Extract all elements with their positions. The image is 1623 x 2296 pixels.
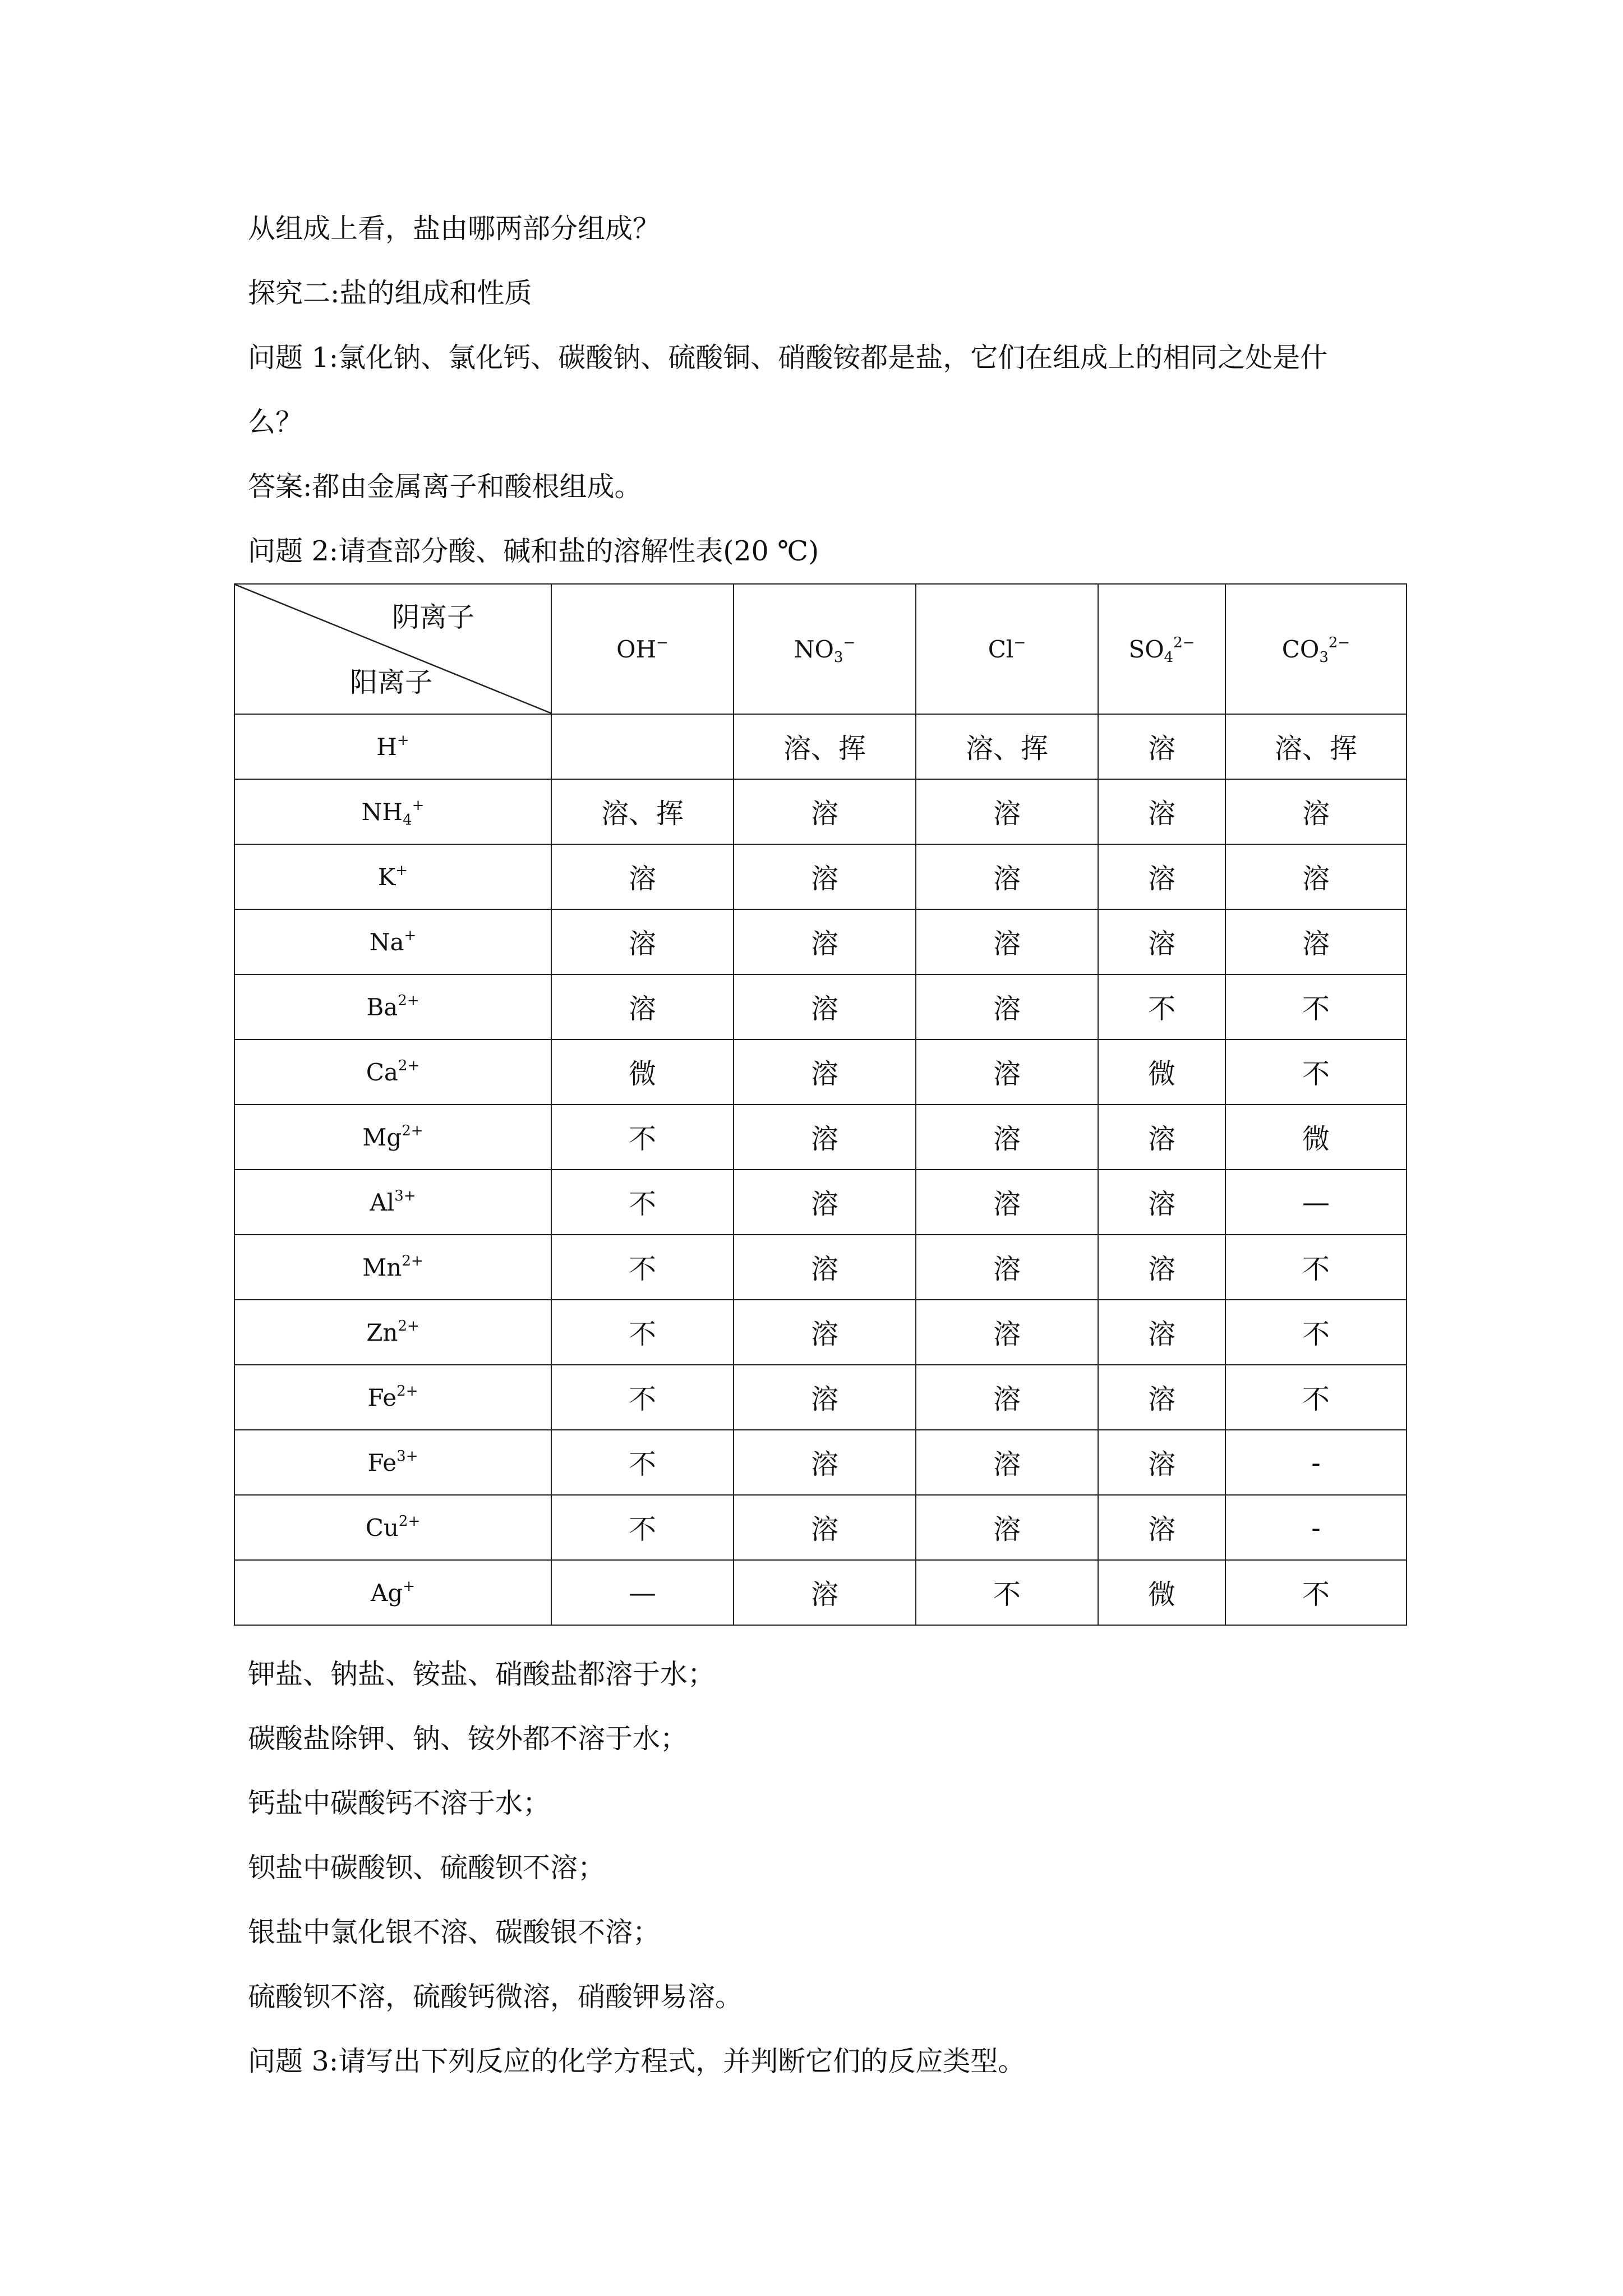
ion-symbol: Ca [366,1058,398,1086]
solubility-cell: 溶 [734,1235,916,1300]
section-heading: 探究二:盐的组成和性质 [248,277,532,309]
solubility-cell: - [1225,1495,1407,1560]
solubility-cell: 溶 [916,1039,1098,1105]
anion-label [1281,634,1350,666]
solubility-cell: 微 [1225,1105,1407,1170]
solubility-cell: 溶 [734,844,916,909]
answer-1: 答案:都由金属离子和酸根组成。 [248,471,642,503]
solubility-cell: 溶 [1098,1365,1225,1430]
solubility-cell: 溶 [734,1560,916,1625]
solubility-cell: 溶 [1225,909,1407,974]
anion-label [988,636,1026,663]
table-row [234,909,1407,974]
solubility-cell: 不 [551,1170,734,1235]
ion-subscript: 3 [1319,648,1329,666]
solubility-cell: 溶 [916,1235,1098,1300]
table-header-row [234,584,1407,714]
solubility-cell: 溶 [734,779,916,844]
table-row [234,1039,1407,1105]
anion-header-cell [551,584,734,714]
solubility-cell: 不 [1098,974,1225,1039]
cation-header-cell [234,844,551,909]
solubility-cell: 溶 [1098,1235,1225,1300]
ion-charge: + [403,1577,416,1595]
solubility-cell: 溶 [734,974,916,1039]
ion-charge: 2+ [398,1057,420,1074]
cation-label [362,1124,423,1151]
cation-label [367,1449,418,1476]
table-row [234,974,1407,1039]
ion-symbol: SO [1128,635,1164,663]
solubility-cell: 溶 [734,1105,916,1170]
ion-subscript: 4 [403,811,412,829]
solubility-cell: 溶 [1098,1430,1225,1495]
cation-label [370,1189,416,1216]
cation-header-cell [234,1560,551,1625]
ion-subscript: 3 [833,648,843,666]
solubility-cell: — [551,1560,734,1625]
ion-charge: 2+ [396,1382,418,1400]
table-row [234,1560,1407,1625]
solubility-cell: 溶、挥 [734,714,916,779]
solubility-cell: 溶 [1098,714,1225,779]
cation-label [370,928,417,956]
ion-charge: 2+ [402,1122,423,1139]
table-body [234,584,1407,1625]
cation-label [366,1059,420,1086]
cation-header-cell [234,1365,551,1430]
ion-symbol: NH [361,798,403,826]
solubility-cell: 不 [551,1235,734,1300]
table-row [234,1235,1407,1300]
rule-1: 钾盐、钠盐、铵盐、硝酸盐都溶于水； [248,1658,716,1690]
table-row [234,1430,1407,1495]
cation-label [366,1514,421,1542]
solubility-cell: 溶 [1225,844,1407,909]
ion-symbol: K [377,863,396,891]
solubility-cell: 不 [1225,1300,1407,1365]
solubility-cell: 溶 [916,974,1098,1039]
ion-symbol: Fe [367,1448,397,1476]
solubility-cell [551,714,734,779]
ion-charge: 3+ [394,1187,416,1204]
solubility-cell: 溶 [916,1365,1098,1430]
cation-header-cell [234,909,551,974]
anion-header-cell [734,584,916,714]
cation-label [367,1384,418,1411]
cation-label [366,1319,419,1346]
solubility-cell: 不 [551,1430,734,1495]
ion-symbol: CO [1281,635,1320,663]
rule-6: 硫酸钡不溶，硫酸钙微溶，硝酸钾易溶。 [248,1981,743,2013]
ion-charge: + [395,862,408,879]
solubility-cell: 微 [551,1039,734,1105]
ion-symbol: OH [616,635,657,663]
table-row [234,1170,1407,1235]
rule-4: 钡盐中碳酸钡、硫酸钡不溶； [248,1852,606,1884]
table-row [234,1300,1407,1365]
cation-header-cell [234,1300,551,1365]
cation-label [366,993,419,1021]
cation-label [376,733,409,761]
solubility-cell: 溶 [916,1430,1098,1495]
table-row [234,1495,1407,1560]
rule-3: 钙盐中碳酸钙不溶于水； [248,1787,551,1819]
solubility-cell: 溶、挥 [1225,714,1407,779]
table-row [234,844,1407,909]
solubility-cell: 微 [1098,1039,1225,1105]
ion-symbol: Mg [362,1123,402,1151]
table-row [234,1365,1407,1430]
solubility-cell: 溶 [734,1039,916,1105]
solubility-cell: 不 [551,1365,734,1430]
table-row [234,779,1407,844]
solubility-cell: 溶 [551,844,734,909]
paragraph: 从组成上看，盐由哪两部分组成？ [248,213,661,245]
ion-symbol: NO [794,635,834,663]
anion-label [794,634,856,666]
solubility-cell: 溶 [734,909,916,974]
solubility-cell: 微 [1098,1560,1225,1625]
solubility-cell: 溶 [1098,844,1225,909]
solubility-cell: 溶、挥 [916,714,1098,779]
solubility-cell: 溶 [734,1300,916,1365]
solubility-cell: 溶 [1098,1495,1225,1560]
solubility-cell: 溶 [916,1105,1098,1170]
ion-symbol: Al [370,1188,395,1216]
solubility-cell: 溶 [916,909,1098,974]
solubility-cell: — [1225,1170,1407,1235]
cation-header-cell [234,974,551,1039]
ion-charge: + [404,927,417,944]
anion-label [1128,634,1195,666]
question-3: 问题 3:请写出下列反应的化学方程式，并判断它们的反应类型。 [248,2045,1026,2077]
ion-charge: 3+ [396,1447,418,1465]
question-2: 问题 2:请查部分酸、碱和盐的溶解性表(20 ℃) [248,535,819,567]
corner-anion-label: 阴离子 [392,601,475,633]
solubility-table [234,583,1407,1626]
cation-header-cell [234,1430,551,1495]
cation-label [371,1579,415,1607]
anion-header-cell [1225,584,1407,714]
solubility-cell: 不 [1225,1235,1407,1300]
cation-header-cell [234,1235,551,1300]
ion-symbol: Mn [362,1253,402,1281]
rule-5: 银盐中氯化银不溶、碳酸银不溶； [248,1916,661,1948]
ion-charge: 2− [1173,634,1195,651]
ion-charge: − [1013,634,1026,651]
anion-header-cell [1098,584,1225,714]
cation-label [362,1254,423,1281]
solubility-cell: 溶 [916,1170,1098,1235]
ion-symbol: Cu [365,1513,399,1542]
ion-charge: − [656,634,668,651]
solubility-cell: 不 [551,1105,734,1170]
solubility-cell: 溶 [916,1300,1098,1365]
ion-symbol: Na [369,928,404,956]
solubility-cell: 溶 [734,1365,916,1430]
solubility-cell: 不 [1225,1039,1407,1105]
solubility-cell: 不 [551,1300,734,1365]
question-1: 问题 1:氯化钠、氯化钙、碳酸钠、硫酸铜、硝酸铵都是盐，它们在组成上的相同之处是什 [248,342,1328,374]
solubility-cell: 不 [916,1560,1098,1625]
ion-symbol: Ba [366,993,398,1021]
solubility-cell: 溶 [734,1430,916,1495]
cation-header-cell [234,714,551,779]
ion-subscript: 4 [1164,648,1174,666]
anion-label [616,636,668,663]
solubility-cell: 不 [1225,1365,1407,1430]
ion-symbol: H [376,733,397,761]
solubility-cell: 不 [1225,974,1407,1039]
solubility-cell: 溶 [1098,909,1225,974]
solubility-cell: 不 [1225,1560,1407,1625]
solubility-cell: 溶 [1098,1170,1225,1235]
question-1-continued: 么？ [248,406,303,438]
solubility-cell: 溶 [1225,779,1407,844]
cation-header-cell [234,1495,551,1560]
ion-symbol: Ag [370,1579,403,1607]
ion-symbol: Cl [988,635,1014,663]
solubility-cell: 不 [551,1495,734,1560]
ion-symbol: Zn [366,1318,398,1346]
anion-header-cell [916,584,1098,714]
solubility-cell: 溶 [734,1170,916,1235]
ion-charge: 2+ [402,1252,423,1269]
cation-header-cell [234,1039,551,1105]
solubility-cell: 溶 [916,844,1098,909]
table-row [234,714,1407,779]
ion-symbol: Fe [367,1383,397,1411]
solubility-cell: 溶 [1098,1105,1225,1170]
ion-charge: + [412,797,425,814]
solubility-cell: 溶 [734,1495,916,1560]
ion-charge: 2− [1328,634,1350,651]
solubility-cell: 溶 [1098,1300,1225,1365]
solubility-cell: 溶 [1098,779,1225,844]
cation-label [378,863,408,891]
cation-header-cell [234,1170,551,1235]
solubility-cell: 溶 [916,779,1098,844]
solubility-cell: 溶 [551,974,734,1039]
rule-2: 碳酸盐除钾、钠、铵外都不溶于水； [248,1723,688,1755]
cation-header-cell [234,779,551,844]
solubility-cell: 溶 [551,909,734,974]
cation-label [361,797,425,829]
ion-charge: − [843,634,856,651]
solubility-cell: 溶 [916,1495,1098,1560]
solubility-cell: 溶、挥 [551,779,734,844]
ion-charge: + [396,731,409,749]
ion-charge: 2+ [398,1512,421,1530]
corner-cell [234,584,551,714]
ion-charge: 2+ [398,992,419,1009]
solubility-cell: - [1225,1430,1407,1495]
table-row [234,1105,1407,1170]
ion-charge: 2+ [398,1317,419,1335]
cation-header-cell [234,1105,551,1170]
corner-cation-label: 阳离子 [350,666,433,698]
